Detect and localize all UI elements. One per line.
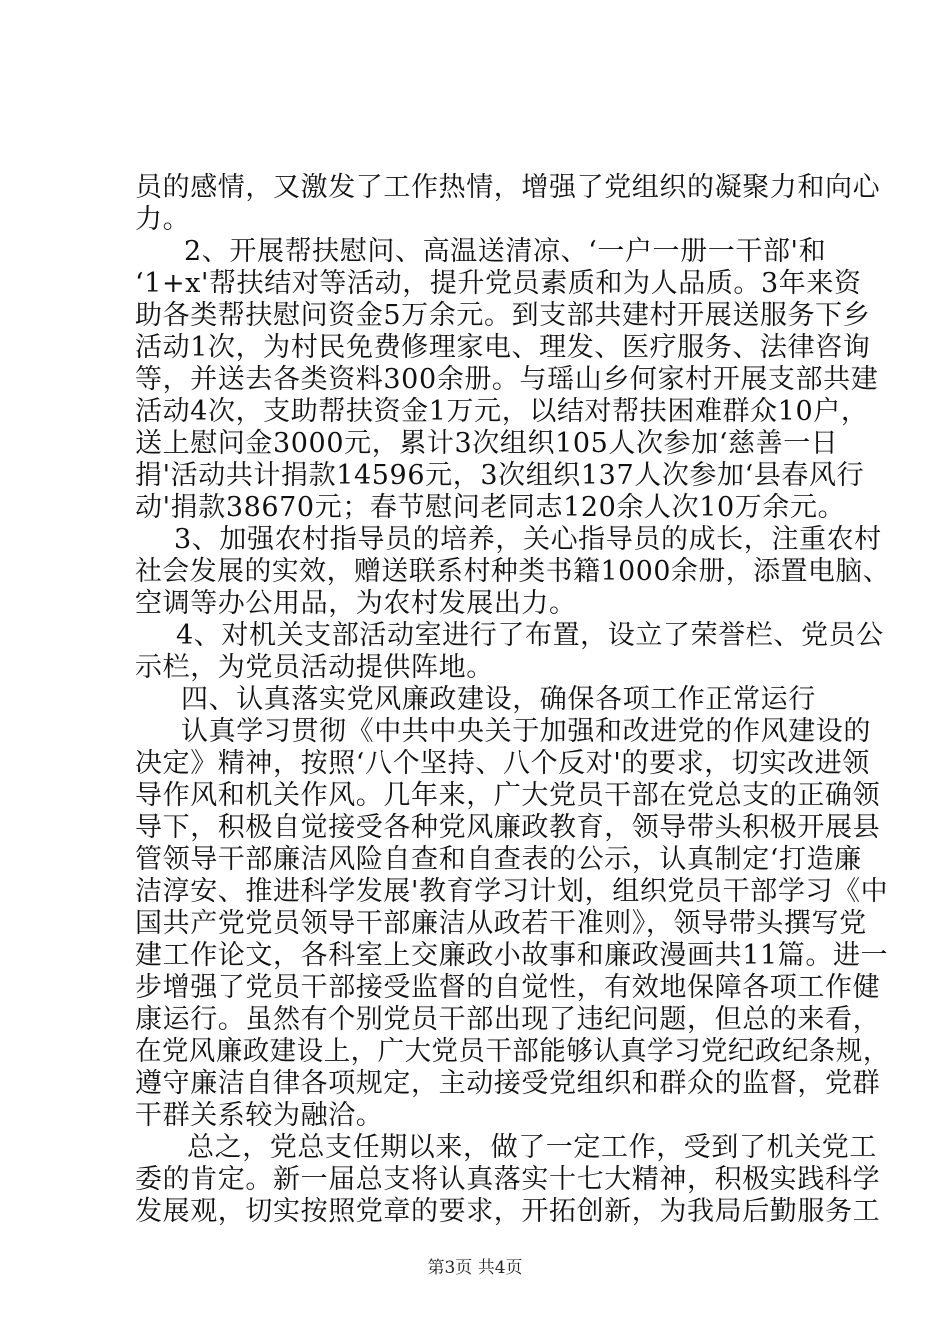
page-footer: 第3页 共4页 [427,1258,523,1278]
text-line: ‘1+x'帮扶结对等活动，提升党员素质和为人品质。3年来资 [135,268,862,299]
text-line: 步增强了党员干部接受监督的自觉性，有效地保障各项工作健 [135,972,881,1003]
text-line: 总之，党总支任期以来，做了一定工作，受到了机关党工 [187,1132,877,1163]
text-line: 康运行。虽然有个别党员干部出现了违纪问题，但总的来看， [135,1004,881,1035]
text-line: 社会发展的实效，赠送联系村种类书籍1000余册，添置电脑、 [135,556,891,587]
section-heading: 四、认真落实党风廉政建设，确保各项工作正常运行 [181,684,816,715]
text-line: 委的肯定。新一届总支将认真落实十七大精神，积极实践科学 [135,1164,881,1195]
text-line: 在党风廉政建设上，广大党员干部能够认真学习党纪政纪条规， [135,1036,890,1067]
text-line: 等，并送去各类资料300余册。与瑶山乡何家村开展支部共建 [135,364,879,395]
text-line: 管领导干部廉洁风险自查和自查表的公示，认真制定‘打造廉 [135,844,862,875]
text-line: 遵守廉洁自律各项规定，主动接受党组织和群众的监督，党群 [135,1068,881,1099]
text-line: 力。 [135,204,191,235]
text-line: 空调等办公用品，为农村发展出力。 [135,588,577,619]
text-line: 活动1次，为村民免费修理家电、理发、医疗服务、法律咨询 [135,332,871,363]
text-line: 决定》精神，按照‘八个坚持、八个反对'的要求，切实改进领 [135,748,870,779]
text-line: 动'捐款38670元；春节慰问老同志120余人次10万余元。 [135,492,846,523]
text-line: 助各类帮扶慰问资金5万余元。到支部共建村开展送服务下乡 [135,300,871,331]
text-line: 发展观，切实按照党章的要求，开拓创新，为我局后勤服务工 [135,1196,881,1227]
text-line: 洁淳安、推进科学发展'教育学习计划，组织党员干部学习《中 [135,876,889,907]
text-line: 示栏，为党员活动提供阵地。 [135,652,494,683]
text-line: 活动4次，支助帮扶资金1万元，以结对帮扶困难群众10户， [135,396,869,427]
text-line: 3、加强农村指导员的培养，关心指导员的成长，注重农村 [174,524,882,555]
text-line: 员的感情，又激发了工作热情，增强了党组织的凝聚力和向心 [135,172,881,203]
text-line: 建工作论文，各科室上交廉政小故事和廉政漫画共11篇。进一 [135,940,889,971]
text-line: 导下，积极自觉接受各种党风廉政教育，领导带头积极开展县 [135,812,881,843]
text-line: 2、开展帮扶慰问、高温送清凉、‘一户一册一干部'和 [184,236,827,267]
text-line: 送上慰问金3000元，累计3次组织105人次参加‘慈善一日 [135,428,839,459]
text-line: 干群关系较为融洽。 [135,1100,384,1131]
text-line: 国共产党党员领导干部廉洁从政若干准则》，领导带头撰写党 [135,908,867,939]
text-line: 捐'活动共计捐款14596元，3次组织137人次参加‘县春风行 [135,460,865,491]
text-line: 4、对机关支部活动室进行了布置，设立了荣誉栏、党员公 [176,620,884,651]
text-line: 导作风和机关作风。几年来，广大党员干部在党总支的正确领 [135,780,881,811]
text-line: 认真学习贯彻《中共中央关于加强和改进党的作风建设的 [181,716,871,747]
